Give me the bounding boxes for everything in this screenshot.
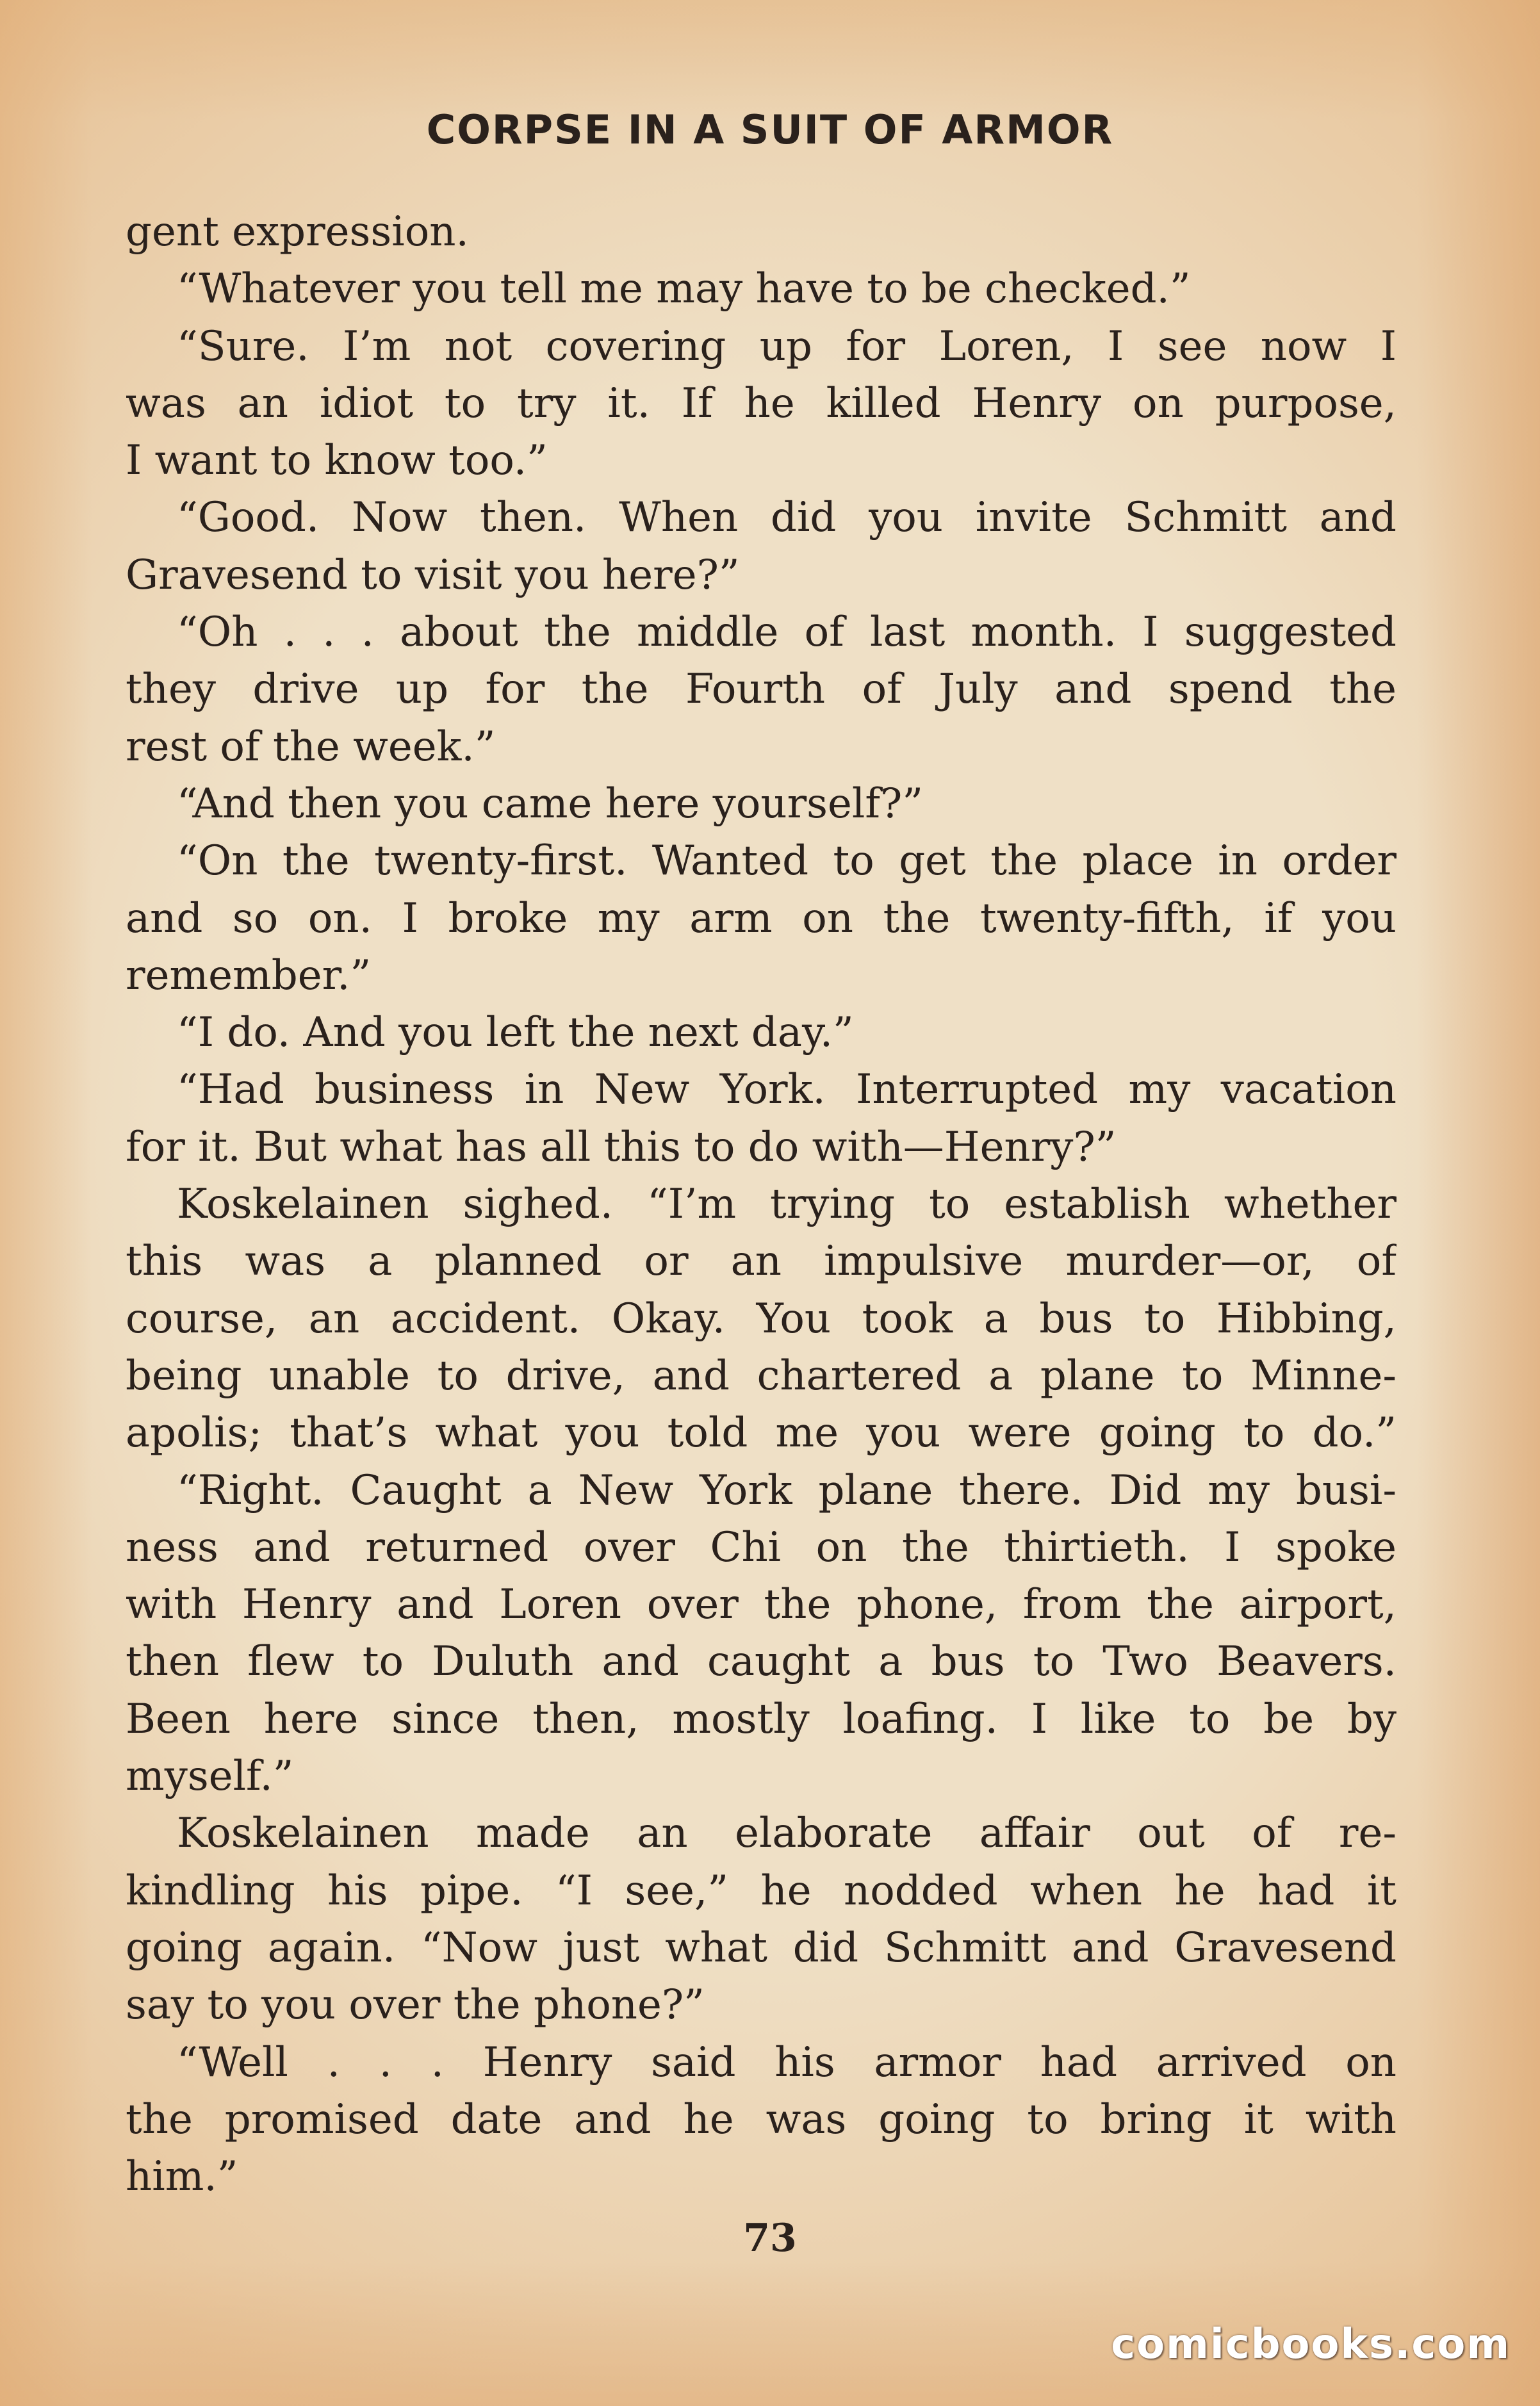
text-line: then flew to Duluth and caught a bus to Two Beavers. [126, 1638, 1397, 1686]
text-line: “I do. And you left the next day.” [177, 1009, 854, 1057]
text-line: myself.” [126, 1753, 294, 1801]
page-number: 73 [743, 2216, 797, 2261]
text-line: and so on. I broke my arm on the twenty-fifth, if you [126, 894, 1397, 942]
text-line: for it. But what has all this to do with—Henry?” [126, 1123, 1117, 1171]
text-line: going again. “Now just what did Schmitt and Gravesend [126, 1924, 1397, 1972]
text-line: apolis; that’s what you told me you were going to do.” [126, 1409, 1397, 1457]
text-line: rest of the week.” [126, 723, 496, 771]
site-watermark: comicbooks.com [1111, 2321, 1511, 2368]
text-line: “Right. Caught a New York plane there. Did my busi- [177, 1466, 1397, 1514]
text-line: ness and returned over Chi on the thirtieth. I spoke [126, 1523, 1397, 1571]
text-line: being unable to drive, and chartered a plane to Minne- [126, 1352, 1397, 1400]
text-line: “Oh . . . about the middle of last month. I suggested [177, 609, 1397, 657]
text-line: I want to know too.” [126, 437, 548, 485]
text-line: Koskelainen sighed. “I’m trying to establish whether [177, 1181, 1397, 1229]
text-line: this was a planned or an impulsive murder—or, of [126, 1238, 1397, 1286]
text-line: “Sure. I’m not covering up for Loren, I see now I [177, 322, 1397, 370]
text-line: “Had business in New York. Interrupted my vacation [177, 1066, 1397, 1114]
text-line: “And then you came here yourself?” [177, 780, 924, 828]
text-line: Koskelainen made an elaborate affair out of re- [177, 1810, 1397, 1858]
text-line: they drive up for the Fourth of July and spend the [126, 666, 1397, 714]
running-title: CORPSE IN A SUIT OF ARMOR [426, 106, 1114, 153]
text-line: course, an accident. Okay. You took a bus to Hibbing, [126, 1295, 1397, 1343]
text-line: remember.” [126, 951, 372, 999]
text-line: with Henry and Loren over the phone, from the airport, [126, 1581, 1397, 1629]
text-line: “On the twenty-first. Wanted to get the place in order [177, 837, 1397, 885]
text-line: him.” [126, 2153, 238, 2201]
text-line: the promised date and he was going to bring it with [126, 2095, 1397, 2143]
text-line: “Whatever you tell me may have to be checked.” [177, 265, 1191, 313]
text-line: Been here since then, mostly loafing. I like to be by [126, 1695, 1397, 1743]
text-line: was an idiot to try it. If he killed Henry on purpose, [126, 379, 1397, 427]
body-text [126, 204, 1397, 2206]
text-line: gent expression. [126, 208, 469, 256]
text-line: say to you over the phone?” [126, 1981, 705, 2029]
text-line: “Good. Now then. When did you invite Schmitt and [177, 494, 1397, 542]
text-line: “Well . . . Henry said his armor had arrived on [177, 2038, 1397, 2086]
text-line: kindling his pipe. “I see,” he nodded when he had it [126, 1867, 1397, 1915]
text-line: Gravesend to visit you here?” [126, 551, 740, 599]
